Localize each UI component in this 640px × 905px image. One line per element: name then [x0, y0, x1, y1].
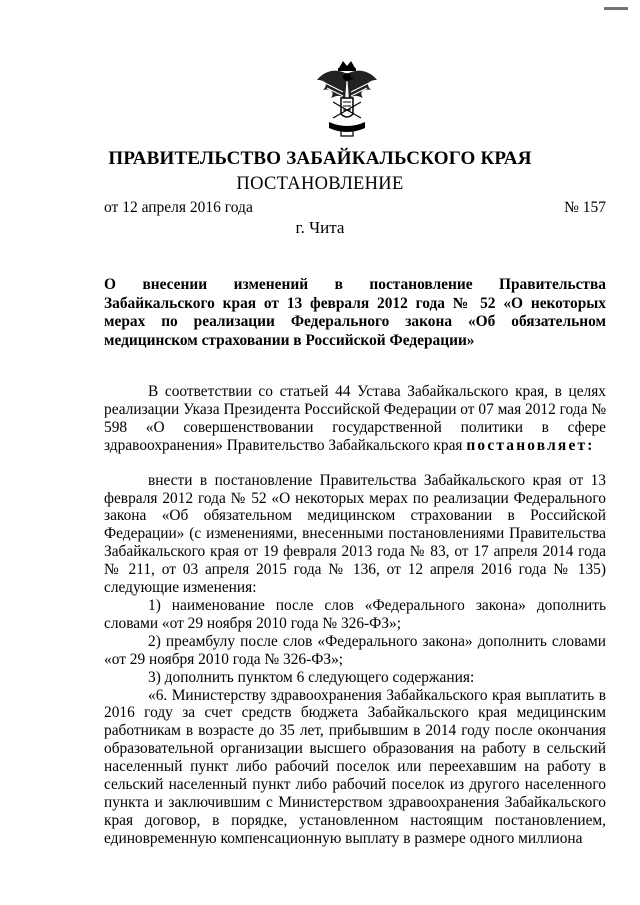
scan-mark: [604, 7, 628, 10]
government-title: ПРАВИТЕЛЬСТВО ЗАБАЙКАЛЬСКОГО КРАЯ: [108, 148, 532, 169]
body-paragraph: «6. Министерству здравоохранения Забайкальского края выплатить в 2016 году за счет средств бюджета Забайкальского края медицинским работникам в возрасте до 35 лет, прибывшим в 2014 году после окончания образовательной организации высшего образования на работу в сельский населенный пункт либо рабочий поселок или переехавшим на работу в сельский населенный пункт либо рабочий поселок из другого населенного пункта и заключившим с Министерством здравоохранения Забайкальского края договор, в порядке, установленном настоящим постановлением, единовременную компенсационную выплату в размере одного миллиона: [104, 686, 606, 847]
document-body: [104, 383, 606, 848]
document-date: от 12 апреля 2016 года: [104, 199, 253, 216]
body-paragraph: 1) наименование после слов «Федерального закона» дополнить словами «от 29 ноября 2010 года № 326-ФЗ»;: [104, 596, 606, 632]
preamble-text: В соответствии со статьей 44 Устава Забайкальского края, в целях реализации Указа Президента Российской Федерации от 07 мая 2012 года № 598 «О совершенствовании государственной политики в сфере здравоохранения» Правительство Забайкальского края: [104, 383, 607, 454]
decision-word: постановляет:: [466, 436, 595, 454]
document-city: г. Чита: [295, 218, 345, 237]
body-paragraph: внести в постановление Правительства Забайкальского края от 13 февраля 2012 года № 52 «О некоторых мерах по реализации Федерального закона «Об обязательном медицинском страховании в Российской Федерации» (с изменениями, внесенными постановлениями Правительства Забайкальского края от 19 февраля 2013 года № 83, от 17 апреля 2014 года № 211, от 03 апреля 2015 года № 136, от 12 апреля 2016 года № 135) следующие изменения:: [104, 471, 606, 597]
preamble-paragraph: [104, 383, 606, 455]
document-number: № 157: [564, 199, 606, 216]
body-paragraph: 2) преамбулу после слов «Федерального закона» дополнить словами «от 29 ноября 2010 года № 326-ФЗ»;: [104, 632, 606, 668]
body-paragraph: 3) дополнить пунктом 6 следующего содержания:: [148, 668, 475, 686]
eagle-coat-of-arms-icon: [315, 58, 379, 138]
document-type: ПОСТАНОВЛЕНИЕ: [236, 174, 404, 194]
document-subject: О внесении изменений в постановление Правительства Забайкальского края от 13 февраля 2012 года № 52 «О некоторых мерах по реализации Федерального закона «Об обязательном медицинском страховании в Российской Федерации»: [104, 276, 606, 349]
